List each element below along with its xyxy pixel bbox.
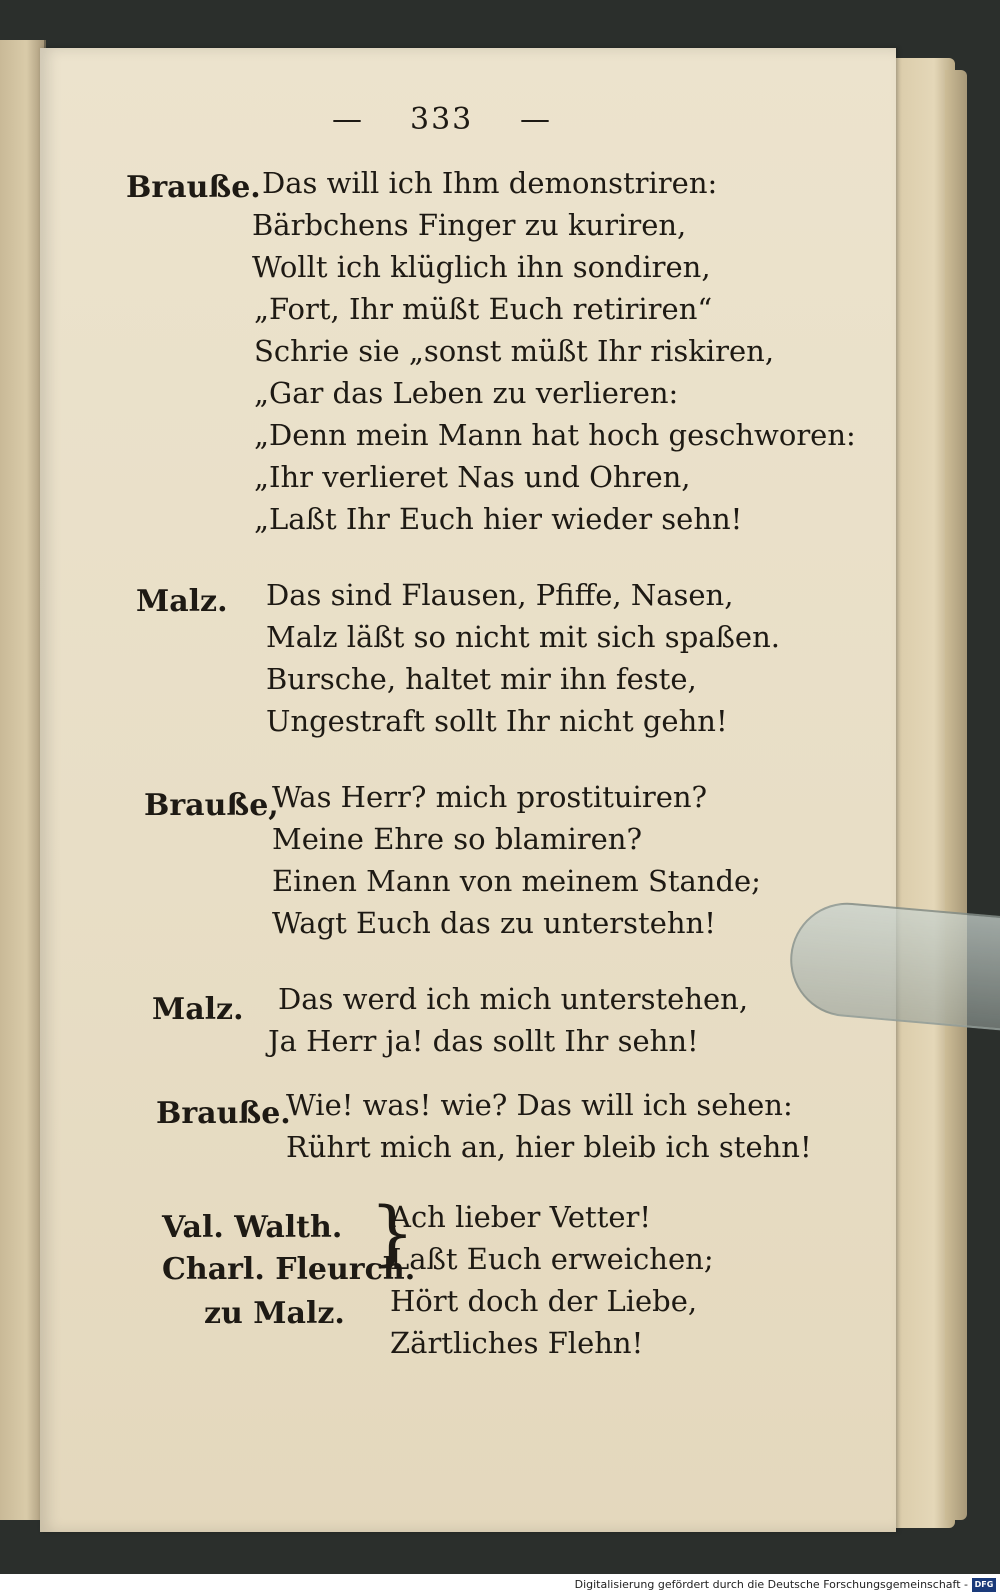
ensemble-speaker: Val. Walth. [162, 1210, 343, 1245]
dfg-logo: DFG [972, 1578, 996, 1592]
verse-line: Das werd ich mich unterstehen, [278, 982, 749, 1016]
book-page [40, 48, 896, 1532]
verse-line: Einen Mann von meinem Stande; [272, 864, 761, 898]
speaker-name: Brauße, [144, 788, 279, 823]
ensemble-speaker: zu Malz. [204, 1296, 345, 1331]
verse-line: Das will ich Ihm demonstriren: [262, 166, 718, 200]
header-dash-right: — [520, 102, 550, 137]
speaker-name: Malz. [136, 584, 228, 619]
verse-line: Wie! was! wie? Das will ich sehen: [286, 1088, 793, 1122]
verse-line: Laßt Euch erweichen; [390, 1242, 714, 1276]
verse-line: Rührt mich an, hier bleib ich stehn! [286, 1130, 812, 1164]
header-dash-left: — [332, 102, 362, 137]
verse-line: Wollt ich klüglich ihn sondiren, [252, 250, 711, 284]
ensemble-speaker: Charl. Fleurch. [162, 1252, 416, 1287]
verse-line: Ach lieber Vetter! [390, 1200, 652, 1234]
verse-line: „Gar das Leben zu verlieren: [254, 376, 679, 410]
page-number: 333 [410, 102, 474, 137]
verse-line: Ungestraft sollt Ihr nicht gehn! [266, 704, 728, 738]
verse-line: Das sind Flausen, Pfiffe, Nasen, [266, 578, 734, 612]
verse-line: Was Herr? mich prostituiren? [272, 780, 708, 814]
speaker-name: Brauße. [156, 1096, 291, 1131]
digitization-footer: Digitalisierung gefördert durch die Deutsche Forschungsgemeinschaft - [0, 1574, 1000, 1596]
verse-line: Bärbchens Finger zu kuriren, [252, 208, 687, 242]
speaker-name: Braußе. [126, 170, 261, 205]
verse-line: „Denn mein Mann hat hoch geschworen: [254, 418, 856, 452]
brace-mark: } [370, 1192, 415, 1274]
verse-line: Malz läßt so nicht mit sich spaßen. [266, 620, 780, 654]
verse-line: Hört doch der Liebe, [390, 1284, 698, 1318]
verse-line: Bursche, haltet mir ihn feste, [266, 662, 697, 696]
verse-line: Ja Herr ja! das sollt Ihr sehn! [268, 1024, 699, 1058]
verse-line: „Fort, Ihr müßt Euch retiriren“ [254, 292, 713, 326]
verse-line: Schrie sie „sonst müßt Ihr riskiren, [254, 334, 775, 368]
speaker-name: Malz. [152, 992, 244, 1027]
verse-line: Meine Ehre so blamiren? [272, 822, 642, 856]
verse-line: „Ihr verlieret Nas und Ohren, [254, 460, 691, 494]
verse-line: „Laßt Ihr Euch hier wieder sehn! [254, 502, 743, 536]
verse-line: Wagt Euch das zu unterstehn! [272, 906, 716, 940]
book-cover-edge [945, 70, 967, 1520]
verse-line: Zärtliches Flehn! [390, 1326, 644, 1360]
